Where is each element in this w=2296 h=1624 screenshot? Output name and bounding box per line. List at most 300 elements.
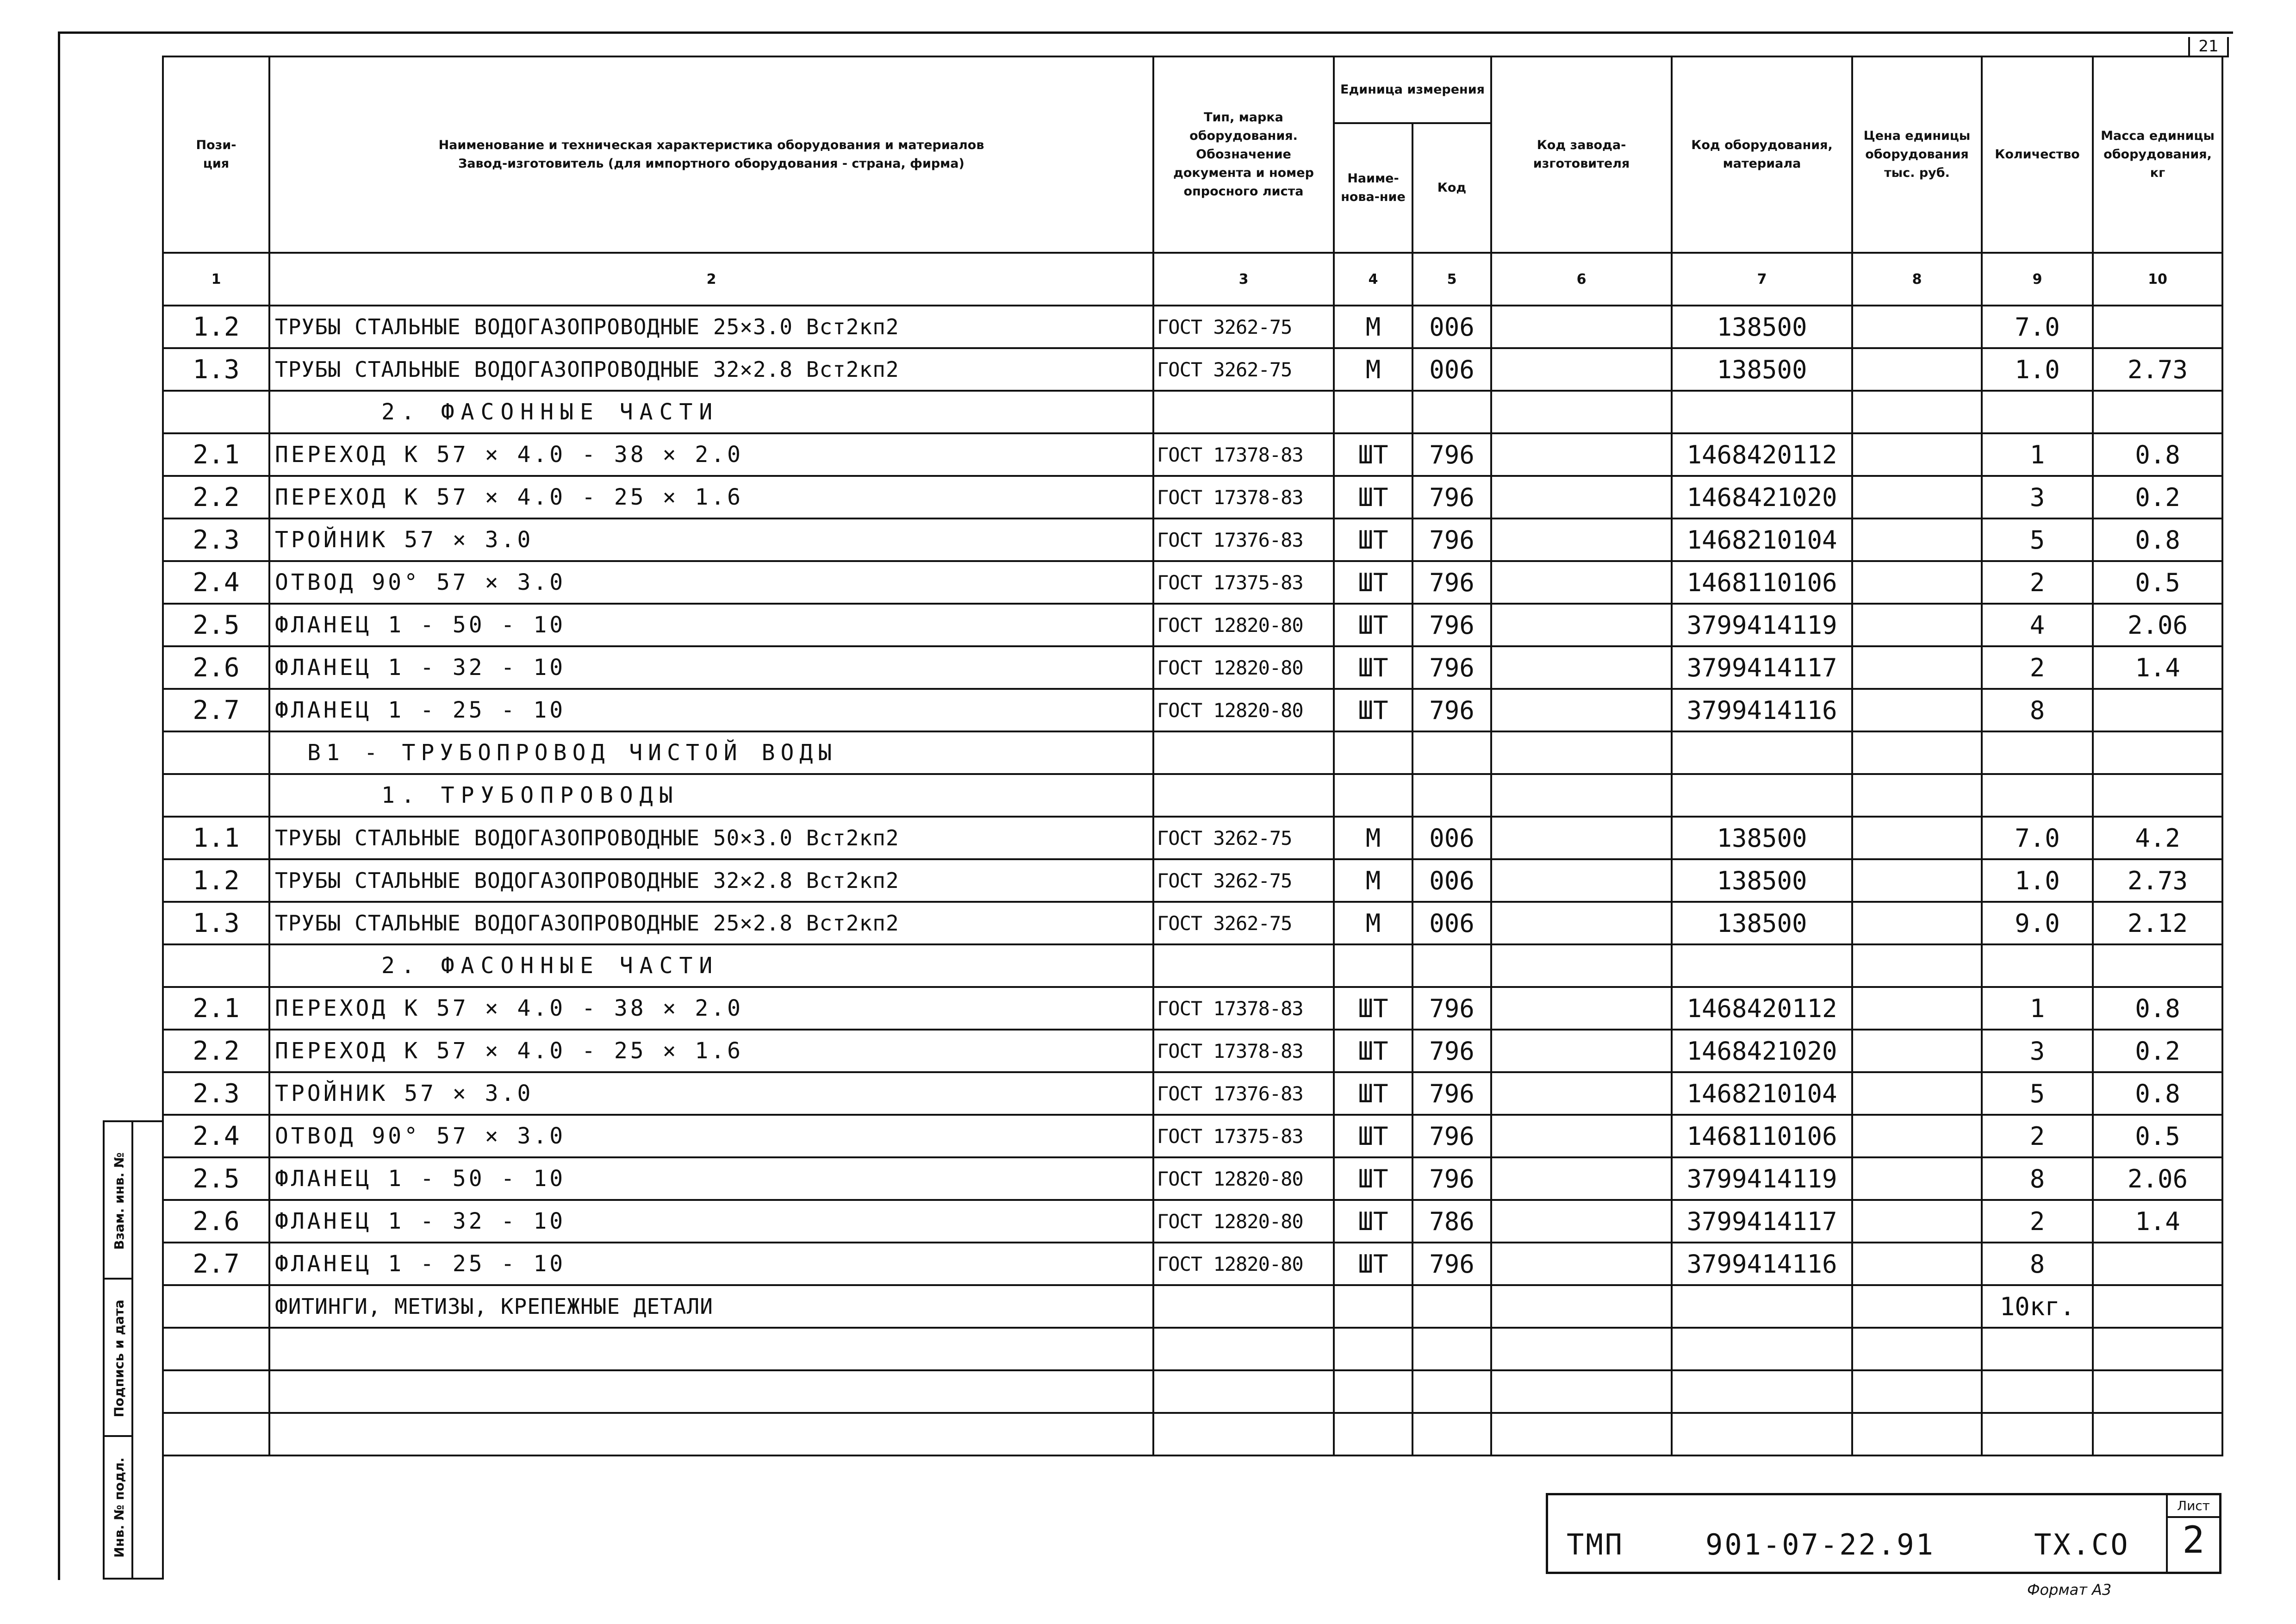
position-cell: 2.3 (163, 1072, 269, 1115)
maker-code-cell (1491, 1328, 1672, 1370)
quantity-cell: 2 (1982, 561, 2093, 604)
table-row (163, 817, 2222, 859)
header-price: Цена единицы оборудования тыс. руб. (1852, 56, 1982, 253)
header-unit-name: Наиме-нова-ние (1334, 123, 1412, 253)
price-cell (1852, 859, 1982, 902)
price-cell (1852, 1200, 1982, 1243)
position-cell (163, 1328, 269, 1370)
quantity-cell: 1.0 (1982, 859, 2093, 902)
position-cell: 2.5 (163, 1157, 269, 1200)
table-row (163, 859, 2222, 902)
table-row (163, 646, 2222, 689)
column-number: 6 (1491, 253, 1672, 306)
stamp-sheet-label: Лист (2168, 1495, 2219, 1518)
equipment-code-cell: 138500 (1672, 306, 1852, 348)
mass-cell: 1.4 (2093, 646, 2222, 689)
document-cell: ГОСТ 17376-83 (1153, 1072, 1334, 1115)
maker-code-cell (1491, 433, 1672, 476)
quantity-cell: 9.0 (1982, 902, 2093, 944)
maker-code-cell (1491, 1157, 1672, 1200)
equipment-code-cell: 3799414116 (1672, 1243, 1852, 1285)
equipment-code-cell (1672, 731, 1852, 774)
position-cell (163, 944, 269, 987)
quantity-cell: 2 (1982, 1115, 2093, 1157)
name-cell: ТРУБЫ СТАЛЬНЫЕ ВОДОГАЗОПРОВОДНЫЕ 25×3.0 Вст2кп2 (269, 306, 1153, 348)
document-cell: ГОСТ 3262-75 (1153, 348, 1334, 391)
position-cell: 2.2 (163, 476, 269, 518)
equipment-code-cell (1672, 1285, 1852, 1328)
mass-cell: 0.8 (2093, 1072, 2222, 1115)
unit-code-cell (1412, 1370, 1491, 1413)
document-cell: ГОСТ 3262-75 (1153, 817, 1334, 859)
unit-cell (1334, 1328, 1412, 1370)
side-label-replace: Взам. инв. № (111, 1152, 127, 1250)
name-cell: 2. ФАСОННЫЕ ЧАСТИ (269, 391, 1153, 433)
name-cell: 2. ФАСОННЫЕ ЧАСТИ (269, 944, 1153, 987)
specification-table (162, 56, 2223, 1456)
price-cell (1852, 1157, 1982, 1200)
stamp-prefix: ТМП (1567, 1528, 1624, 1562)
unit-code-cell: 796 (1412, 561, 1491, 604)
maker-code-cell (1491, 1413, 1672, 1455)
unit-code-cell: 796 (1412, 518, 1491, 561)
mass-cell (2093, 391, 2222, 433)
equipment-code-cell (1672, 1370, 1852, 1413)
mass-cell: 2.06 (2093, 1157, 2222, 1200)
unit-cell: ШТ (1334, 1115, 1412, 1157)
mass-cell: 0.8 (2093, 518, 2222, 561)
price-cell (1852, 774, 1982, 817)
unit-code-cell: 796 (1412, 433, 1491, 476)
header-unit-code: Код (1412, 123, 1491, 253)
price-cell (1852, 1285, 1982, 1328)
maker-code-cell (1491, 1115, 1672, 1157)
name-cell: ФЛАНЕЦ 1 - 25 - 10 (269, 1243, 1153, 1285)
table-row (163, 987, 2222, 1030)
name-cell (269, 1413, 1153, 1455)
unit-cell: М (1334, 306, 1412, 348)
price-cell (1852, 561, 1982, 604)
quantity-cell: 3 (1982, 1030, 2093, 1072)
unit-code-cell: 796 (1412, 604, 1491, 646)
equipment-code-cell: 1468110106 (1672, 1115, 1852, 1157)
unit-cell: ШТ (1334, 561, 1412, 604)
unit-code-cell: 796 (1412, 476, 1491, 518)
equipment-code-cell: 3799414119 (1672, 1157, 1852, 1200)
document-cell: ГОСТ 12820-80 (1153, 689, 1334, 731)
maker-code-cell (1491, 859, 1672, 902)
mass-cell: 4.2 (2093, 817, 2222, 859)
quantity-cell (1982, 944, 2093, 987)
mass-cell (2093, 774, 2222, 817)
name-cell: ТРУБЫ СТАЛЬНЫЕ ВОДОГАЗОПРОВОДНЫЕ 25×2.8 Вст2кп2 (269, 902, 1153, 944)
equipment-code-cell (1672, 774, 1852, 817)
quantity-cell (1982, 391, 2093, 433)
name-cell (269, 1328, 1153, 1370)
equipment-code-cell: 3799414116 (1672, 689, 1852, 731)
equipment-code-cell: 3799414119 (1672, 604, 1852, 646)
column-number: 5 (1412, 253, 1491, 306)
unit-code-cell: 006 (1412, 902, 1491, 944)
document-cell: ГОСТ 3262-75 (1153, 859, 1334, 902)
table-row (163, 604, 2222, 646)
unit-cell: М (1334, 859, 1412, 902)
position-cell: 2.4 (163, 1115, 269, 1157)
blank-row (163, 1370, 2222, 1413)
unit-code-cell (1412, 774, 1491, 817)
document-cell: ГОСТ 12820-80 (1153, 646, 1334, 689)
table-row (163, 433, 2222, 476)
unit-cell: ШТ (1334, 1243, 1412, 1285)
maker-code-cell (1491, 561, 1672, 604)
equipment-code-cell: 1468421020 (1672, 1030, 1852, 1072)
price-cell (1852, 1115, 1982, 1157)
position-cell: 1.2 (163, 306, 269, 348)
equipment-code-cell: 1468420112 (1672, 433, 1852, 476)
document-cell: ГОСТ 12820-80 (1153, 1157, 1334, 1200)
price-cell (1852, 604, 1982, 646)
column-number: 4 (1334, 253, 1412, 306)
unit-cell: ШТ (1334, 604, 1412, 646)
table-row (163, 1285, 2222, 1328)
position-cell (163, 774, 269, 817)
unit-code-cell (1412, 1328, 1491, 1370)
unit-code-cell: 786 (1412, 1200, 1491, 1243)
maker-code-cell (1491, 348, 1672, 391)
header-unit-group: Единица измерения (1334, 56, 1491, 123)
stamp-sheet-number: 2 (2182, 1518, 2205, 1562)
name-cell: ФЛАНЕЦ 1 - 50 - 10 (269, 604, 1153, 646)
table-row (163, 1030, 2222, 1072)
price-cell (1852, 1243, 1982, 1285)
mass-cell: 1.4 (2093, 1200, 2222, 1243)
position-cell: 2.3 (163, 518, 269, 561)
price-cell (1852, 518, 1982, 561)
mass-cell (2093, 1243, 2222, 1285)
maker-code-cell (1491, 646, 1672, 689)
table-row (163, 902, 2222, 944)
unit-code-cell: 006 (1412, 859, 1491, 902)
position-cell: 2.6 (163, 646, 269, 689)
maker-code-cell (1491, 944, 1672, 987)
position-cell: 1.1 (163, 817, 269, 859)
mass-cell: 2.73 (2093, 859, 2222, 902)
mass-cell (2093, 731, 2222, 774)
document-cell (1153, 774, 1334, 817)
maker-code-cell (1491, 731, 1672, 774)
maker-code-cell (1491, 1030, 1672, 1072)
maker-code-cell (1491, 306, 1672, 348)
unit-cell (1334, 1285, 1412, 1328)
unit-cell: ШТ (1334, 1072, 1412, 1115)
unit-code-cell: 796 (1412, 646, 1491, 689)
unit-code-cell: 006 (1412, 817, 1491, 859)
column-number: 7 (1672, 253, 1852, 306)
unit-cell: ШТ (1334, 1157, 1412, 1200)
unit-cell: М (1334, 348, 1412, 391)
equipment-code-cell: 138500 (1672, 902, 1852, 944)
unit-code-cell: 796 (1412, 1072, 1491, 1115)
document-cell: ГОСТ 17375-83 (1153, 561, 1334, 604)
quantity-cell: 2 (1982, 646, 2093, 689)
price-cell (1852, 1030, 1982, 1072)
header-name: Наименование и техническая характеристика оборудования и материалов Завод-изготовитель (для импортного оборудования - страна, фирма) (269, 56, 1153, 253)
document-cell (1153, 1370, 1334, 1413)
table-row (163, 306, 2222, 348)
equipment-code-cell: 3799414117 (1672, 1200, 1852, 1243)
name-cell: ФЛАНЕЦ 1 - 32 - 10 (269, 646, 1153, 689)
document-cell: ГОСТ 12820-80 (1153, 1243, 1334, 1285)
table-row (163, 348, 2222, 391)
table-row (163, 561, 2222, 604)
table-row (163, 689, 2222, 731)
price-cell (1852, 433, 1982, 476)
quantity-cell: 2 (1982, 1200, 2093, 1243)
table-row (163, 1157, 2222, 1200)
stamp-mark: ТХ.СО (2034, 1528, 2130, 1562)
name-cell: ТРУБЫ СТАЛЬНЫЕ ВОДОГАЗОПРОВОДНЫЕ 50×3.0 Вст2кп2 (269, 817, 1153, 859)
position-cell: 1.3 (163, 902, 269, 944)
equipment-code-cell: 138500 (1672, 859, 1852, 902)
maker-code-cell (1491, 689, 1672, 731)
document-cell: ГОСТ 17378-83 (1153, 433, 1334, 476)
specification-body (163, 306, 2222, 1455)
equipment-code-cell: 1468421020 (1672, 476, 1852, 518)
equipment-code-cell: 138500 (1672, 817, 1852, 859)
position-cell: 2.7 (163, 1243, 269, 1285)
column-number: 8 (1852, 253, 1982, 306)
price-cell (1852, 987, 1982, 1030)
maker-code-cell (1491, 987, 1672, 1030)
document-cell (1153, 1413, 1334, 1455)
name-cell: ПЕРЕХОД К 57 × 4.0 - 25 × 1.6 (269, 1030, 1153, 1072)
document-cell: ГОСТ 17378-83 (1153, 476, 1334, 518)
mass-cell: 2.06 (2093, 604, 2222, 646)
position-cell: 1.3 (163, 348, 269, 391)
quantity-cell: 3 (1982, 476, 2093, 518)
price-cell (1852, 689, 1982, 731)
equipment-code-cell: 138500 (1672, 348, 1852, 391)
header-type: Тип, марка оборудования. Обозначение документа и номер опросного листа (1153, 56, 1334, 253)
column-number-row (163, 253, 2222, 306)
unit-code-cell (1412, 1285, 1491, 1328)
column-number: 2 (269, 253, 1153, 306)
quantity-cell: 5 (1982, 1072, 2093, 1115)
title-block (1546, 1493, 2221, 1574)
stamp-sheet-box (2166, 1495, 2219, 1574)
quantity-cell: 5 (1982, 518, 2093, 561)
unit-cell (1334, 1370, 1412, 1413)
mass-cell: 2.12 (2093, 902, 2222, 944)
mass-cell: 0.2 (2093, 476, 2222, 518)
mass-cell: 2.73 (2093, 348, 2222, 391)
side-label-inv: Инв. № подл. (111, 1457, 127, 1558)
unit-cell: ШТ (1334, 433, 1412, 476)
maker-code-cell (1491, 1370, 1672, 1413)
stamp-number: 901-07-22.91 (1705, 1528, 1935, 1562)
table-row (163, 1243, 2222, 1285)
mass-cell (2093, 306, 2222, 348)
unit-code-cell: 006 (1412, 306, 1491, 348)
sheet-corner-number: 21 (2188, 37, 2229, 57)
price-cell (1852, 1370, 1982, 1413)
quantity-cell: 1.0 (1982, 348, 2093, 391)
mass-cell (2093, 1285, 2222, 1328)
quantity-cell: 1 (1982, 433, 2093, 476)
unit-code-cell: 796 (1412, 1115, 1491, 1157)
name-cell: ФЛАНЕЦ 1 - 32 - 10 (269, 1200, 1153, 1243)
unit-cell: ШТ (1334, 518, 1412, 561)
header-pos: Пози- ция (163, 56, 269, 253)
position-cell: 2.2 (163, 1030, 269, 1072)
quantity-cell: 10кг. (1982, 1285, 2093, 1328)
table-row (163, 1115, 2222, 1157)
position-cell: 2.5 (163, 604, 269, 646)
quantity-cell (1982, 774, 2093, 817)
quantity-cell: 8 (1982, 1243, 2093, 1285)
equipment-code-cell (1672, 1413, 1852, 1455)
price-cell (1852, 476, 1982, 518)
maker-code-cell (1491, 391, 1672, 433)
unit-code-cell (1412, 391, 1491, 433)
maker-code-cell (1491, 604, 1672, 646)
position-cell: 1.2 (163, 859, 269, 902)
unit-cell (1334, 391, 1412, 433)
unit-code-cell: 796 (1412, 689, 1491, 731)
name-cell: ТРУБЫ СТАЛЬНЫЕ ВОДОГАЗОПРОВОДНЫЕ 32×2.8 Вст2кп2 (269, 859, 1153, 902)
section-row (163, 774, 2222, 817)
equipment-code-cell (1672, 1328, 1852, 1370)
document-cell: ГОСТ 17375-83 (1153, 1115, 1334, 1157)
equipment-code-cell: 1468420112 (1672, 987, 1852, 1030)
name-cell: В1 - ТРУБОПРОВОД ЧИСТОЙ ВОДЫ (269, 731, 1153, 774)
unit-code-cell (1412, 944, 1491, 987)
name-cell (269, 1370, 1153, 1413)
position-cell (163, 731, 269, 774)
price-cell (1852, 902, 1982, 944)
maker-code-cell (1491, 1072, 1672, 1115)
document-cell (1153, 391, 1334, 433)
price-cell (1852, 1072, 1982, 1115)
section-row (163, 391, 2222, 433)
unit-code-cell: 796 (1412, 1030, 1491, 1072)
table-row (163, 518, 2222, 561)
blank-row (163, 1328, 2222, 1370)
mass-cell: 0.8 (2093, 433, 2222, 476)
unit-cell: ШТ (1334, 1030, 1412, 1072)
unit-cell: ШТ (1334, 689, 1412, 731)
mass-cell (2093, 1328, 2222, 1370)
blank-row (163, 1413, 2222, 1455)
unit-cell: ШТ (1334, 476, 1412, 518)
price-cell (1852, 1328, 1982, 1370)
quantity-cell: 1 (1982, 987, 2093, 1030)
position-cell: 2.1 (163, 433, 269, 476)
unit-code-cell: 796 (1412, 1157, 1491, 1200)
position-cell (163, 1370, 269, 1413)
quantity-cell: 8 (1982, 689, 2093, 731)
name-cell: ОТВОД 90° 57 × 3.0 (269, 1115, 1153, 1157)
document-cell: ГОСТ 12820-80 (1153, 604, 1334, 646)
name-cell: ОТВОД 90° 57 × 3.0 (269, 561, 1153, 604)
maker-code-cell (1491, 518, 1672, 561)
maker-code-cell (1491, 774, 1672, 817)
header-equip-code: Код оборудования, материала (1672, 56, 1852, 253)
group-row (163, 731, 2222, 774)
quantity-cell (1982, 1370, 2093, 1413)
unit-cell: М (1334, 817, 1412, 859)
quantity-cell (1982, 1328, 2093, 1370)
equipment-code-cell: 1468210104 (1672, 1072, 1852, 1115)
name-cell: ФЛАНЕЦ 1 - 25 - 10 (269, 689, 1153, 731)
document-cell: ГОСТ 12820-80 (1153, 1200, 1334, 1243)
maker-code-cell (1491, 817, 1672, 859)
document-cell: ГОСТ 3262-75 (1153, 902, 1334, 944)
mass-cell: 0.5 (2093, 561, 2222, 604)
quantity-cell (1982, 731, 2093, 774)
name-cell: ПЕРЕХОД К 57 × 4.0 - 38 × 2.0 (269, 433, 1153, 476)
position-cell (163, 1413, 269, 1455)
name-cell: ПЕРЕХОД К 57 × 4.0 - 38 × 2.0 (269, 987, 1153, 1030)
document-cell: ГОСТ 17378-83 (1153, 987, 1334, 1030)
price-cell (1852, 306, 1982, 348)
unit-cell: ШТ (1334, 987, 1412, 1030)
price-cell (1852, 646, 1982, 689)
name-cell: 1. ТРУБОПРОВОДЫ (269, 774, 1153, 817)
side-stamp-strip (103, 1120, 164, 1580)
name-cell: ТРОЙНИК 57 × 3.0 (269, 518, 1153, 561)
unit-cell (1334, 731, 1412, 774)
position-cell: 2.4 (163, 561, 269, 604)
maker-code-cell (1491, 902, 1672, 944)
maker-code-cell (1491, 1285, 1672, 1328)
unit-code-cell: 796 (1412, 1243, 1491, 1285)
price-cell (1852, 1413, 1982, 1455)
document-cell: ГОСТ 3262-75 (1153, 306, 1334, 348)
price-cell (1852, 391, 1982, 433)
name-cell: ТРУБЫ СТАЛЬНЫЕ ВОДОГАЗОПРОВОДНЫЕ 32×2.8 Вст2кп2 (269, 348, 1153, 391)
position-cell: 2.7 (163, 689, 269, 731)
unit-cell (1334, 944, 1412, 987)
mass-cell (2093, 944, 2222, 987)
unit-cell: ШТ (1334, 646, 1412, 689)
table-row (163, 1072, 2222, 1115)
header-row (163, 56, 2222, 123)
price-cell (1852, 348, 1982, 391)
column-number: 9 (1982, 253, 2093, 306)
column-number: 10 (2093, 253, 2222, 306)
document-cell (1153, 1285, 1334, 1328)
quantity-cell: 7.0 (1982, 817, 2093, 859)
name-cell: ФИТИНГИ, МЕТИЗЫ, КРЕПЕЖНЫЕ ДЕТАЛИ (269, 1285, 1153, 1328)
quantity-cell: 7.0 (1982, 306, 2093, 348)
maker-code-cell (1491, 1243, 1672, 1285)
equipment-code-cell (1672, 944, 1852, 987)
mass-cell (2093, 1370, 2222, 1413)
price-cell (1852, 731, 1982, 774)
unit-code-cell: 796 (1412, 987, 1491, 1030)
position-cell (163, 1285, 269, 1328)
equipment-code-cell: 1468210104 (1672, 518, 1852, 561)
document-cell: ГОСТ 17378-83 (1153, 1030, 1334, 1072)
mass-cell: 0.2 (2093, 1030, 2222, 1072)
unit-cell (1334, 1413, 1412, 1455)
side-label-sign: Подпись и дата (111, 1299, 127, 1418)
position-cell: 2.1 (163, 987, 269, 1030)
document-cell (1153, 944, 1334, 987)
unit-code-cell: 006 (1412, 348, 1491, 391)
unit-code-cell (1412, 1413, 1491, 1455)
